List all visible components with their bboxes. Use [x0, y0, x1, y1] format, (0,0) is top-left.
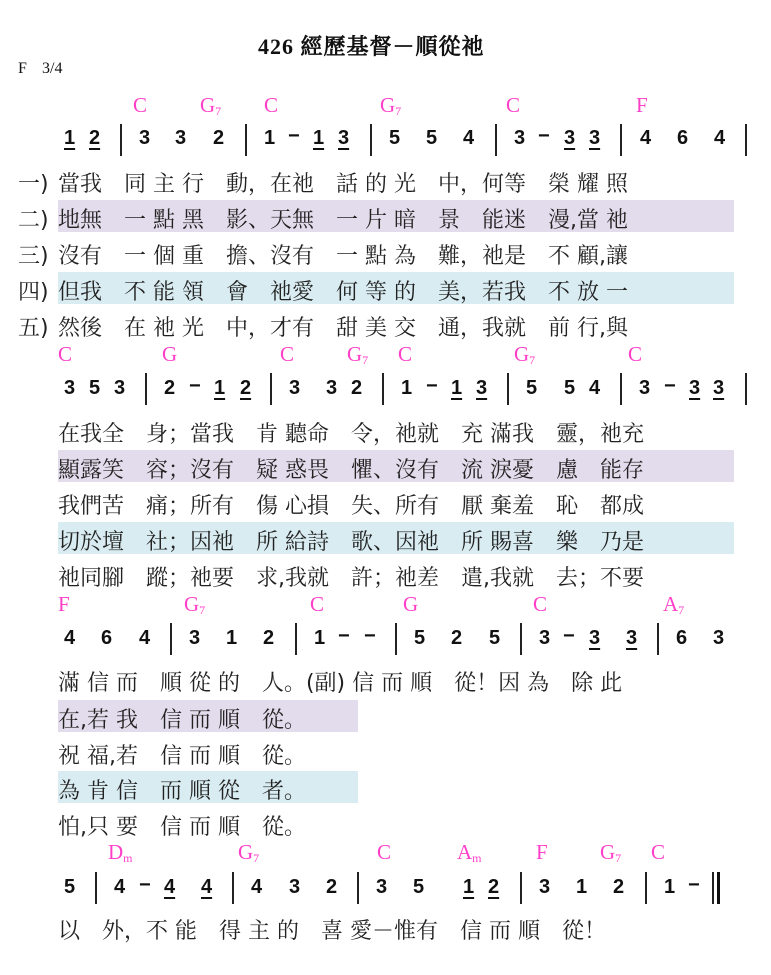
note-dash: −: [288, 125, 300, 147]
chord: C: [628, 342, 643, 366]
note: 4: [201, 876, 213, 898]
note: 3: [175, 127, 187, 149]
chord: $A_7$: [663, 592, 685, 617]
barline: [745, 124, 747, 156]
chord: $A_m$: [457, 840, 482, 865]
lyric-line: 沒有 一 個 重 擔、沒有 一 點 為 難，祂是 不 顧,讓: [58, 244, 628, 269]
note: 1: [664, 876, 676, 898]
note: 5: [89, 377, 101, 399]
song-title: 426 經歷基督－順從祂: [258, 34, 485, 59]
time-signature: 3/4: [42, 60, 63, 77]
note: 1: [226, 627, 238, 649]
note-dash: −: [688, 874, 700, 896]
verse-label: 三): [18, 244, 49, 269]
note: 2: [451, 627, 463, 649]
chord: C: [280, 342, 295, 366]
note-dash: −: [189, 375, 201, 397]
note: 4: [251, 876, 263, 898]
note: 6: [101, 627, 113, 649]
chord: $G_7$: [238, 840, 260, 865]
note: 4: [589, 377, 601, 399]
chord: $G_7$: [184, 592, 206, 617]
chord: C: [533, 592, 548, 616]
chord: $G_7$: [600, 840, 622, 865]
note: 3: [326, 377, 338, 399]
barline: [232, 872, 234, 904]
barline: [370, 124, 372, 156]
note: 5: [64, 876, 76, 898]
verse-label: 四): [18, 280, 49, 305]
note: 3: [289, 876, 301, 898]
chord: G: [403, 592, 419, 616]
note: 3: [713, 627, 725, 649]
note: 2: [488, 876, 500, 898]
barline: [507, 373, 509, 405]
note: 4: [463, 127, 475, 149]
barline: [120, 124, 122, 156]
verse-label: 五): [18, 316, 49, 341]
note: 2: [89, 127, 101, 149]
note: 4: [640, 127, 652, 149]
chord: C: [377, 840, 392, 864]
chord: $D_m$: [108, 840, 133, 865]
note: 6: [676, 627, 688, 649]
note-dash: −: [664, 375, 676, 397]
lyric-line: 祝 福,若 信 而 順 從。: [58, 744, 306, 769]
lyric-line: 顯露笑 容；沒有 疑 惑畏 懼、沒有 流 淚憂 慮 能存: [58, 458, 644, 483]
barline: [170, 623, 172, 655]
chord: C: [264, 93, 279, 117]
note: 3: [713, 377, 725, 399]
chord: F: [58, 592, 70, 616]
note: 2: [240, 377, 252, 399]
barline: [382, 373, 384, 405]
lyric-line: 然後 在 祂 光 中，才有 甜 美 交 通，我就 前 行,與: [58, 316, 628, 341]
chord: C: [310, 592, 325, 616]
note: 3: [64, 377, 76, 399]
note: 4: [139, 627, 151, 649]
note: 1: [401, 377, 413, 399]
note: 1: [313, 127, 325, 149]
note-dash: −: [139, 874, 151, 896]
barline: [520, 623, 522, 655]
chord: $G_7$: [347, 342, 369, 367]
note: 2: [613, 876, 625, 898]
lyric-line: 切於壇 社；因祂 所 給詩 歌、因祂 所 賜喜 樂 乃是: [58, 530, 644, 555]
note: 3: [139, 127, 151, 149]
note: 1: [314, 627, 326, 649]
note: 3: [539, 627, 551, 649]
chord: F: [636, 93, 648, 117]
note: 5: [526, 377, 538, 399]
chord: C: [651, 840, 666, 864]
note: 6: [677, 127, 689, 149]
barline: [145, 373, 147, 405]
note: 3: [689, 377, 701, 399]
barline: [95, 872, 97, 904]
note: 2: [351, 377, 363, 399]
note: 3: [639, 377, 651, 399]
barline: [495, 124, 497, 156]
note: 5: [389, 127, 401, 149]
barline: [270, 373, 272, 405]
note-dash: −: [426, 375, 438, 397]
note: 3: [476, 377, 488, 399]
chord: C: [133, 93, 148, 117]
lyric-line: 在我全 身；當我 肯 聽命 令，祂就 充 滿我 靈，祂充: [58, 422, 644, 447]
barline: [645, 872, 647, 904]
chord: G: [162, 342, 178, 366]
verse-label: 一): [18, 172, 49, 197]
note: 3: [189, 627, 201, 649]
barline: [395, 623, 397, 655]
note: 3: [589, 627, 601, 649]
lyric-line: 滿 信 而 順 從 的 人。(副) 信 而 順 從！因 為 除 此: [58, 671, 623, 696]
lyric-line: 在,若 我 信 而 順 從。: [58, 708, 306, 733]
barline: [745, 373, 747, 405]
note: 2: [213, 127, 225, 149]
lyric-line: 以 外，不 能 得 主 的 喜 愛－惟有 信 而 順 從！: [58, 919, 606, 944]
note: 1: [214, 377, 226, 399]
barline: [657, 623, 659, 655]
note: 3: [589, 127, 601, 149]
note: 5: [414, 627, 426, 649]
note: 1: [576, 876, 588, 898]
lyric-line: 但我 不 能 領 會 祂愛 何 等 的 美，若我 不 放 一: [58, 280, 628, 305]
chord: $G_7$: [514, 342, 536, 367]
lyric-line: 我們苦 痛；所有 傷 心損 失、所有 厭 棄羞 恥 都成: [58, 494, 644, 519]
note: 5: [489, 627, 501, 649]
chord: C: [58, 342, 73, 366]
note: 2: [326, 876, 338, 898]
barline: [520, 872, 522, 904]
chord: C: [398, 342, 413, 366]
note: 1: [264, 127, 276, 149]
final-barline-thick: [717, 872, 720, 904]
chord: $G_7$: [200, 93, 222, 118]
note: 5: [426, 127, 438, 149]
note: 4: [64, 627, 76, 649]
note-dash: −: [563, 625, 575, 647]
lyric-line: 祂同腳 蹤；祂要 求,我就 許；祂差 遣,我就 去；不要: [58, 566, 644, 591]
note: 5: [413, 876, 425, 898]
note: 3: [514, 127, 526, 149]
note: 2: [263, 627, 275, 649]
chord: $G_7$: [380, 93, 402, 118]
note: 3: [114, 377, 126, 399]
note: 3: [564, 127, 576, 149]
note: 4: [714, 127, 726, 149]
barline: [620, 124, 622, 156]
key-signature: F: [18, 60, 27, 77]
note-dash: −: [538, 125, 550, 147]
barline: [245, 124, 247, 156]
note: 3: [289, 377, 301, 399]
note: 1: [451, 377, 463, 399]
note: 3: [539, 876, 551, 898]
lyric-line: 怕,只 要 信 而 順 從。: [58, 815, 306, 840]
note: 4: [114, 876, 126, 898]
lyric-line: 地無 一 點 黑 影、天無 一 片 暗 景 能迷 漫,當 祂: [58, 208, 628, 233]
verse-label: 二): [18, 208, 49, 233]
note: 1: [64, 127, 76, 149]
note-dash: −: [364, 625, 376, 647]
note-dash: −: [338, 625, 350, 647]
note: 4: [164, 876, 176, 898]
barline: [295, 623, 297, 655]
chord: C: [506, 93, 521, 117]
note: 5: [564, 377, 576, 399]
note: 3: [626, 627, 638, 649]
barline: [620, 373, 622, 405]
barline: [357, 872, 359, 904]
note: 3: [338, 127, 350, 149]
chord: F: [536, 840, 548, 864]
lyric-line: 為 肯 信 而 順 從 者。: [58, 779, 306, 804]
final-barline-thin: [712, 872, 714, 904]
note: 2: [164, 377, 176, 399]
note: 3: [376, 876, 388, 898]
lyric-line: 當我 同 主 行 動，在祂 話 的 光 中，何等 榮 耀 照: [58, 172, 628, 197]
note: 1: [463, 876, 475, 898]
